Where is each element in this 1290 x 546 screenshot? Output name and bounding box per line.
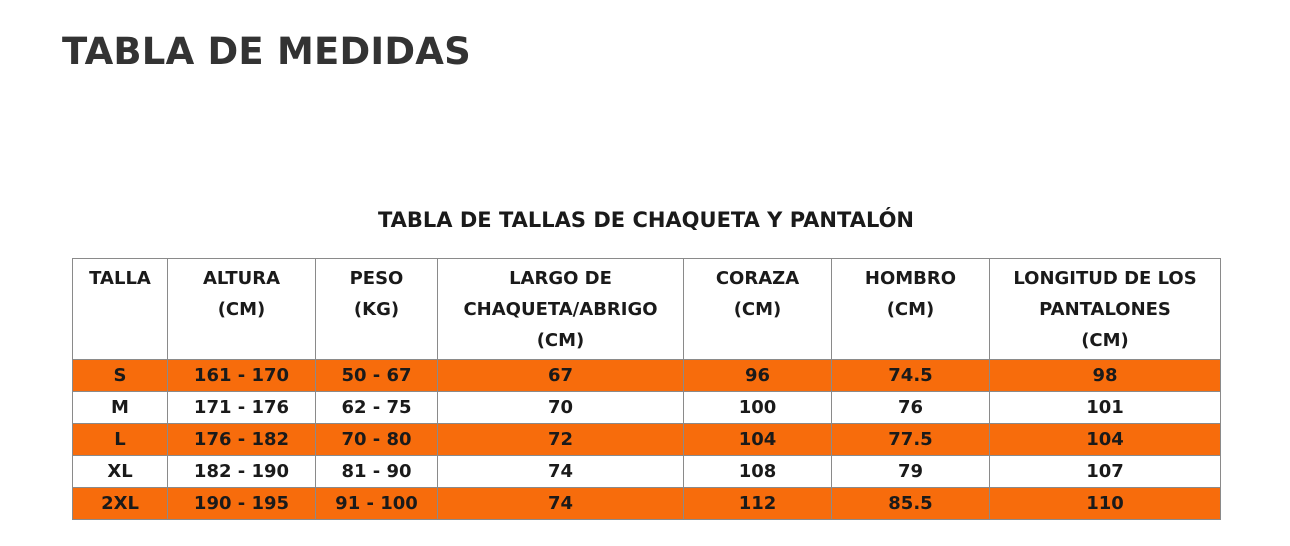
cell-peso: 81 - 90 (316, 456, 438, 488)
cell-coraza: 100 (684, 392, 832, 424)
cell-peso: 91 - 100 (316, 488, 438, 520)
table-row-m (73, 392, 1221, 424)
cell-coraza: 112 (684, 488, 832, 520)
cell-talla: S (73, 360, 168, 392)
size-chart-table (72, 258, 1221, 520)
cell-longitud-pantalones: 101 (990, 392, 1221, 424)
cell-talla: 2XL (73, 488, 168, 520)
table-title: TABLA DE TALLAS DE CHAQUETA Y PANTALÓN (377, 208, 915, 232)
cell-longitud-pantalones: 98 (990, 360, 1221, 392)
header-line: (CM) (733, 299, 782, 320)
cell-talla: M (73, 392, 168, 424)
cell-longitud-pantalones: 110 (990, 488, 1221, 520)
header-longitud-pantalones (990, 259, 1221, 360)
cell-longitud-pantalones: 104 (990, 424, 1221, 456)
header-line: ALTURA (202, 268, 281, 289)
cell-altura: 161 - 170 (168, 360, 316, 392)
header-line: CORAZA (715, 268, 800, 289)
cell-hombro: 77.5 (832, 424, 990, 456)
table-row-l (73, 424, 1221, 456)
cell-largo-chaqueta: 70 (438, 392, 684, 424)
cell-hombro: 85.5 (832, 488, 990, 520)
header-line: (CM) (1081, 330, 1129, 351)
cell-largo-chaqueta: 74 (438, 456, 684, 488)
cell-coraza: 108 (684, 456, 832, 488)
header-line: (KG) (353, 299, 400, 320)
header-line: (CM) (886, 299, 935, 320)
header-line: PESO (349, 268, 404, 289)
header-line: (CM) (536, 330, 585, 351)
cell-altura: 176 - 182 (168, 424, 316, 456)
header-line: PANTALONES (1039, 299, 1171, 320)
page-title: TABLA DE MEDIDAS (62, 30, 471, 73)
cell-largo-chaqueta: 72 (438, 424, 684, 456)
cell-altura: 182 - 190 (168, 456, 316, 488)
cell-largo-chaqueta: 74 (438, 488, 684, 520)
table-row-2xl (73, 488, 1221, 520)
header-largo-chaqueta (438, 259, 684, 360)
header-row (73, 259, 1221, 360)
cell-peso: 62 - 75 (316, 392, 438, 424)
header-line: CHAQUETA/ABRIGO (463, 299, 658, 320)
cell-longitud-pantalones: 107 (990, 456, 1221, 488)
cell-peso: 50 - 67 (316, 360, 438, 392)
header-talla (73, 259, 168, 360)
cell-talla: L (73, 424, 168, 456)
cell-largo-chaqueta: 67 (438, 360, 684, 392)
cell-talla: XL (73, 456, 168, 488)
cell-coraza: 96 (684, 360, 832, 392)
header-altura (168, 259, 316, 360)
header-coraza (684, 259, 832, 360)
cell-altura: 171 - 176 (168, 392, 316, 424)
cell-peso: 70 - 80 (316, 424, 438, 456)
cell-hombro: 79 (832, 456, 990, 488)
header-peso (316, 259, 438, 360)
cell-altura: 190 - 195 (168, 488, 316, 520)
header-line: HOMBRO (864, 268, 957, 289)
cell-coraza: 104 (684, 424, 832, 456)
header-line: TALLA (89, 268, 151, 289)
header-line: LONGITUD DE LOS (1013, 268, 1197, 289)
table-row-s (73, 360, 1221, 392)
header-line: LARGO DE (509, 268, 612, 289)
header-hombro (832, 259, 990, 360)
table-row-xl (73, 456, 1221, 488)
header-line: (CM) (217, 299, 266, 320)
cell-hombro: 74.5 (832, 360, 990, 392)
cell-hombro: 76 (832, 392, 990, 424)
